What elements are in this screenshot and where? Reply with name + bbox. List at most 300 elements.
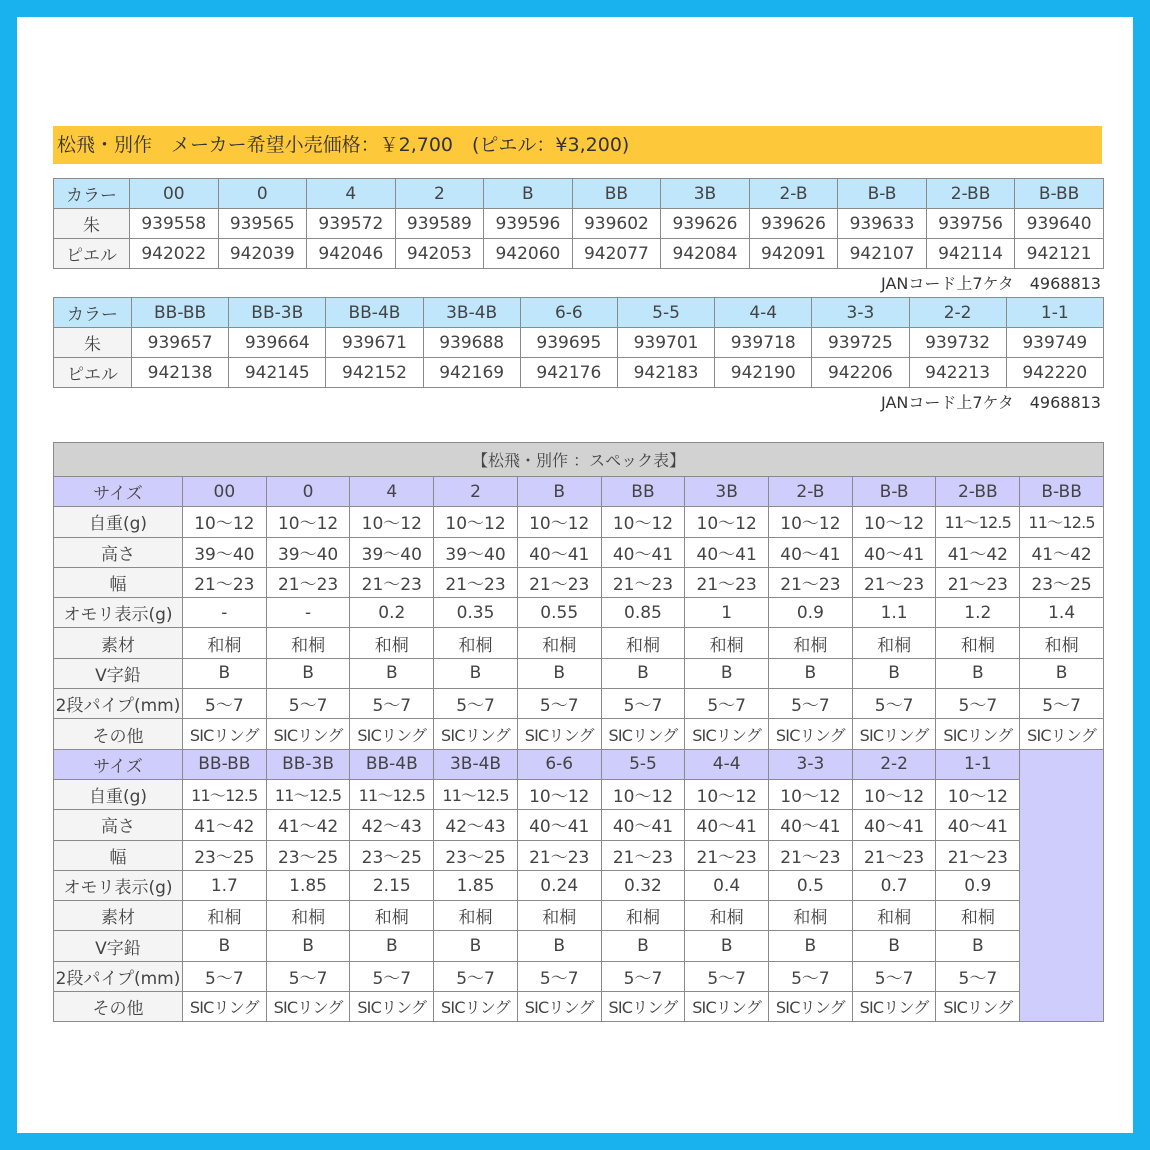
spec-value-cell: 和桐 [852, 628, 936, 658]
table-row [54, 931, 1104, 961]
spec-value-cell: 和桐 [601, 628, 685, 658]
spec-value-cell: 5～7 [852, 961, 936, 991]
jan-code-cell: 939671 [326, 328, 423, 358]
spec-value-cell: 0.35 [434, 598, 518, 628]
spec-value-cell: 10～12 [769, 507, 853, 537]
size-cell: 3-3 [769, 749, 853, 779]
color-code-cell: 0 [218, 179, 307, 209]
spec-value-cell: 0.9 [936, 870, 1020, 900]
jan-code-cell: 939640 [1015, 209, 1104, 239]
jan-code-cell: 939664 [229, 328, 326, 358]
jan-code-note-1: JANコード上7ケタ 4968813 [881, 274, 1101, 293]
spec-caption-row [54, 443, 1104, 477]
spec-row-label: 幅 [54, 840, 183, 870]
jan-code-cell: 942091 [749, 239, 838, 269]
jan-code-cell: 939657 [132, 328, 229, 358]
spec-value-cell: 10～12 [350, 507, 434, 537]
jan-code-cell: 939626 [749, 209, 838, 239]
spec-value-cell: 21～23 [183, 567, 267, 597]
spec-value-cell: B [266, 658, 350, 688]
spec-value-cell: 5～7 [434, 689, 518, 719]
jan-code-cell: 939695 [520, 328, 617, 358]
jan-code-cell: 942114 [926, 239, 1015, 269]
spec-value-cell: 21～23 [769, 840, 853, 870]
spec-value-cell: 41～42 [266, 810, 350, 840]
jan-code-cell: 942152 [326, 358, 423, 388]
spec-row-label: V字鉛 [54, 931, 183, 961]
jan-code-cell: 939626 [661, 209, 750, 239]
spec-value-cell: 23～25 [183, 840, 267, 870]
jan-code-cell: 942077 [572, 239, 661, 269]
table-row [54, 870, 1104, 900]
spec-value-cell: 5～7 [936, 689, 1020, 719]
spec-value-cell: 和桐 [601, 901, 685, 931]
spec-value-cell: 5～7 [601, 961, 685, 991]
spec-value-cell: 和桐 [1020, 628, 1104, 658]
spec-row-label: 高さ [54, 810, 183, 840]
spec-value-cell: 11～12.5 [1020, 507, 1104, 537]
spec-value-cell: 5～7 [936, 961, 1020, 991]
color-code-cell: 1-1 [1006, 298, 1103, 328]
spec-value-cell: 40～41 [601, 537, 685, 567]
spec-value-cell: SICリング [601, 719, 685, 749]
spec-value-cell: 40～41 [936, 810, 1020, 840]
spec-row-label: 素材 [54, 901, 183, 931]
color-code-cell: BB-BB [132, 298, 229, 328]
spec-value-cell: SICリング [685, 992, 769, 1022]
color-header-cell: カラー [54, 298, 132, 328]
spec-value-cell: 21～23 [517, 840, 601, 870]
spec-value-cell: B [685, 658, 769, 688]
spec-row-label: その他 [54, 719, 183, 749]
spec-value-cell: 21～23 [685, 840, 769, 870]
spec-value-cell: B [852, 931, 936, 961]
spec-value-cell: 10～12 [517, 507, 601, 537]
spec-value-cell: B [601, 658, 685, 688]
spec-caption: 【松飛・別作 ：スペック表】 [54, 443, 1104, 477]
color-code-cell: 3B-4B [423, 298, 520, 328]
spec-value-cell: SICリング [601, 992, 685, 1022]
spec-value-cell: 5～7 [266, 961, 350, 991]
spec-value-cell: 39～40 [183, 537, 267, 567]
row-label-cell: 朱 [54, 209, 130, 239]
spec-value-cell: 5～7 [434, 961, 518, 991]
table-header-row [54, 179, 1104, 209]
jan-code-cell: 939725 [812, 328, 909, 358]
spec-value-cell: 40～41 [852, 810, 936, 840]
row-label-cell: ピエル [54, 358, 132, 388]
spec-value-cell: 21～23 [936, 567, 1020, 597]
table-row [54, 358, 1104, 388]
jan-code-cell: 939589 [395, 209, 484, 239]
table-row [54, 507, 1104, 537]
table-row [54, 239, 1104, 269]
price-title-bar: 松飛・別作 メーカー希望小売価格：￥2,700 (ピエル：¥3,200) [53, 126, 1102, 164]
spec-value-cell: 10～12 [266, 507, 350, 537]
spec-value-cell: SICリング [350, 719, 434, 749]
spec-value-cell: B [350, 931, 434, 961]
spec-value-cell: 21～23 [936, 840, 1020, 870]
table-row [54, 658, 1104, 688]
color-code-cell: BB-3B [229, 298, 326, 328]
spec-value-cell: 0.24 [517, 870, 601, 900]
spec-value-cell: 5～7 [769, 689, 853, 719]
spec-value-cell: 和桐 [266, 628, 350, 658]
jan-code-cell: 942107 [838, 239, 927, 269]
spec-value-cell: B [183, 658, 267, 688]
spec-value-cell: 10～12 [601, 507, 685, 537]
spec-value-cell: 41～42 [183, 810, 267, 840]
spec-value-cell: 和桐 [685, 901, 769, 931]
spec-value-cell: 1.2 [936, 598, 1020, 628]
table-row [54, 328, 1104, 358]
spec-value-cell: 1.85 [434, 870, 518, 900]
jan-code-cell: 942121 [1015, 239, 1104, 269]
spec-value-cell: 39～40 [434, 537, 518, 567]
spec-value-cell: 40～41 [685, 537, 769, 567]
spec-value-cell: B [350, 658, 434, 688]
spec-row-label: 幅 [54, 567, 183, 597]
spec-value-cell: B [183, 931, 267, 961]
jan-code-cell: 939701 [617, 328, 714, 358]
spec-value-cell: 5～7 [517, 689, 601, 719]
spec-value-cell: 1.1 [852, 598, 936, 628]
spec-value-cell: 0.5 [769, 870, 853, 900]
jan-code-cell: 942220 [1006, 358, 1103, 388]
table-row [54, 961, 1104, 991]
spec-value-cell: SICリング [517, 719, 601, 749]
spec-value-cell: 11～12.5 [266, 779, 350, 809]
size-cell: B-BB [1020, 477, 1104, 507]
spec-value-cell: B [1020, 658, 1104, 688]
spec-value-cell: 5～7 [350, 689, 434, 719]
spec-row-label: 自重(g) [54, 779, 183, 809]
spec-value-cell: 21～23 [685, 567, 769, 597]
spec-value-cell: SICリング [183, 719, 267, 749]
spec-value-cell: 和桐 [350, 901, 434, 931]
spec-value-cell: 5～7 [183, 689, 267, 719]
spec-value-cell: 和桐 [685, 628, 769, 658]
jan-code-cell: 942206 [812, 358, 909, 388]
jan-code-cell: 942190 [715, 358, 812, 388]
jan-code-cell: 942039 [218, 239, 307, 269]
spec-value-cell: 1 [685, 598, 769, 628]
spec-value-cell: 2.15 [350, 870, 434, 900]
spec-value-cell: SICリング [685, 719, 769, 749]
size-cell: 5-5 [601, 749, 685, 779]
table-row [54, 209, 1104, 239]
color-code-cell: 4 [307, 179, 396, 209]
spec-value-cell: B [434, 931, 518, 961]
spec-value-cell: 10～12 [685, 779, 769, 809]
spec-value-cell: 0.7 [852, 870, 936, 900]
spec-value-cell: 5～7 [769, 961, 853, 991]
size-cell: 1-1 [936, 749, 1020, 779]
spec-value-cell: 40～41 [685, 810, 769, 840]
jan-code-cell: 939756 [926, 209, 1015, 239]
spec-value-cell: 23～25 [350, 840, 434, 870]
size-cell: 6-6 [517, 749, 601, 779]
spec-value-cell: 5～7 [685, 689, 769, 719]
jan-code-table-1 [53, 178, 1104, 269]
jan-code-cell: 942053 [395, 239, 484, 269]
spec-value-cell: 0.9 [769, 598, 853, 628]
spec-value-cell: 5～7 [517, 961, 601, 991]
spec-value-cell: 10～12 [434, 507, 518, 537]
jan-code-note-2: JANコード上7ケタ 4968813 [881, 393, 1101, 412]
spec-value-cell: 40～41 [517, 537, 601, 567]
size-cell: B [517, 477, 601, 507]
empty-filler-cell [1020, 749, 1104, 1022]
size-cell: 4-4 [685, 749, 769, 779]
spec-value-cell: B [769, 658, 853, 688]
jan-code-cell: 942169 [423, 358, 520, 388]
jan-code-cell: 939732 [909, 328, 1006, 358]
size-cell: BB [601, 477, 685, 507]
spec-value-cell: 23～25 [266, 840, 350, 870]
spec-value-cell: SICリング [1020, 719, 1104, 749]
table-row [54, 598, 1104, 628]
spec-value-cell: B [517, 658, 601, 688]
spec-value-cell: 40～41 [517, 810, 601, 840]
spec-value-cell: 10～12 [685, 507, 769, 537]
spec-value-cell: 21～23 [769, 567, 853, 597]
row-label-cell: 朱 [54, 328, 132, 358]
table-row [54, 537, 1104, 567]
size-cell: 4 [350, 477, 434, 507]
size-cell: 2-2 [852, 749, 936, 779]
spec-value-cell: 和桐 [517, 628, 601, 658]
table-row [54, 779, 1104, 809]
jan-code-cell: 942183 [617, 358, 714, 388]
size-cell: B-B [852, 477, 936, 507]
spec-value-cell: 23～25 [1020, 567, 1104, 597]
spec-value-cell: SICリング [183, 992, 267, 1022]
jan-code-cell: 939596 [484, 209, 573, 239]
spec-value-cell: 42～43 [434, 810, 518, 840]
spec-value-cell: 10～12 [517, 779, 601, 809]
spec-value-cell: 1.85 [266, 870, 350, 900]
spec-value-cell: 21～23 [350, 567, 434, 597]
spec-value-cell: B [936, 658, 1020, 688]
jan-code-cell: 939633 [838, 209, 927, 239]
spec-value-cell: 10～12 [936, 779, 1020, 809]
color-code-cell: 2-2 [909, 298, 1006, 328]
table-row [54, 628, 1104, 658]
table-row [54, 840, 1104, 870]
jan-code-cell: 939572 [307, 209, 396, 239]
spec-value-cell: B [517, 931, 601, 961]
spec-value-cell: B [434, 658, 518, 688]
spec-value-cell: 21～23 [601, 567, 685, 597]
size-cell: BB-3B [266, 749, 350, 779]
color-code-cell: B [484, 179, 573, 209]
spec-row-label: 素材 [54, 628, 183, 658]
spec-value-cell: SICリング [266, 719, 350, 749]
spec-value-cell: 和桐 [936, 628, 1020, 658]
spec-value-cell: SICリング [769, 719, 853, 749]
spec-value-cell: 0.2 [350, 598, 434, 628]
spec-value-cell: 和桐 [266, 901, 350, 931]
spec-value-cell: 0.32 [601, 870, 685, 900]
color-code-cell: B-B [838, 179, 927, 209]
spec-value-cell: 5～7 [685, 961, 769, 991]
spec-value-cell: 和桐 [769, 901, 853, 931]
color-code-cell: BB-4B [326, 298, 423, 328]
color-code-cell: 2-B [749, 179, 838, 209]
color-code-cell: 3B [661, 179, 750, 209]
spec-row-label: V字鉛 [54, 658, 183, 688]
spec-row-label: 高さ [54, 537, 183, 567]
size-cell: 3B [685, 477, 769, 507]
size-cell: 0 [266, 477, 350, 507]
jan-code-table-2 [53, 297, 1104, 388]
spec-value-cell: B [266, 931, 350, 961]
spec-value-cell: B [936, 931, 1020, 961]
spec-value-cell: 和桐 [434, 628, 518, 658]
spec-value-cell: 41～42 [1020, 537, 1104, 567]
size-header-row [54, 749, 1104, 779]
table-header-row [54, 298, 1104, 328]
color-code-cell: 2-BB [926, 179, 1015, 209]
color-code-cell: 3-3 [812, 298, 909, 328]
spec-value-cell: SICリング [434, 719, 518, 749]
spec-value-cell: 和桐 [769, 628, 853, 658]
jan-code-cell: 942046 [307, 239, 396, 269]
size-label-cell: サイズ [54, 477, 183, 507]
spec-row-label: 自重(g) [54, 507, 183, 537]
spec-value-cell: SICリング [350, 992, 434, 1022]
color-code-cell: BB [572, 179, 661, 209]
spec-value-cell: 和桐 [936, 901, 1020, 931]
size-cell: 3B-4B [434, 749, 518, 779]
spec-value-cell: 5～7 [266, 689, 350, 719]
spec-value-cell: 40～41 [601, 810, 685, 840]
spec-row-label: オモリ表示(g) [54, 870, 183, 900]
spec-value-cell: SICリング [852, 719, 936, 749]
jan-code-cell: 942084 [661, 239, 750, 269]
spec-value-cell: 39～40 [350, 537, 434, 567]
size-cell: 2 [434, 477, 518, 507]
spec-value-cell: 5～7 [183, 961, 267, 991]
spec-value-cell: - [183, 598, 267, 628]
jan-code-cell: 939602 [572, 209, 661, 239]
size-cell: 00 [183, 477, 267, 507]
spec-value-cell: 39～40 [266, 537, 350, 567]
spec-value-cell: 5～7 [1020, 689, 1104, 719]
spec-value-cell: 10～12 [852, 779, 936, 809]
spec-value-cell: 40～41 [852, 537, 936, 567]
spec-value-cell: SICリング [936, 992, 1020, 1022]
spec-row-label: 2段パイプ(mm) [54, 961, 183, 991]
color-header-cell: カラー [54, 179, 130, 209]
spec-value-cell: 和桐 [183, 628, 267, 658]
jan-code-cell: 939565 [218, 209, 307, 239]
table-row [54, 567, 1104, 597]
spec-value-cell: 10～12 [769, 779, 853, 809]
spec-value-cell: SICリング [266, 992, 350, 1022]
spec-value-cell: 1.7 [183, 870, 267, 900]
spec-row-label: 2段パイプ(mm) [54, 689, 183, 719]
spec-value-cell: 11～12.5 [350, 779, 434, 809]
color-code-cell: 2 [395, 179, 484, 209]
spec-value-cell: 1.4 [1020, 598, 1104, 628]
color-code-cell: 00 [130, 179, 219, 209]
jan-code-cell: 942145 [229, 358, 326, 388]
spec-value-cell: 21～23 [266, 567, 350, 597]
jan-code-cell: 942022 [130, 239, 219, 269]
jan-code-cell: 942060 [484, 239, 573, 269]
table-row [54, 719, 1104, 749]
spec-value-cell: B [685, 931, 769, 961]
spec-value-cell: 23～25 [434, 840, 518, 870]
spec-value-cell: 0.85 [601, 598, 685, 628]
spec-value-cell: 10～12 [183, 507, 267, 537]
color-code-cell: 4-4 [715, 298, 812, 328]
spec-value-cell: 10～12 [852, 507, 936, 537]
spec-value-cell: B [769, 931, 853, 961]
spec-value-cell: B [852, 658, 936, 688]
spec-value-cell: 21～23 [601, 840, 685, 870]
spec-value-cell: 和桐 [350, 628, 434, 658]
spec-value-cell: SICリング [769, 992, 853, 1022]
size-cell: 2-B [769, 477, 853, 507]
jan-code-cell: 939718 [715, 328, 812, 358]
spec-row-label: その他 [54, 992, 183, 1022]
jan-code-cell: 942176 [520, 358, 617, 388]
table-row [54, 689, 1104, 719]
spec-value-cell: 和桐 [852, 901, 936, 931]
spec-value-cell: 和桐 [183, 901, 267, 931]
spec-value-cell: 0.4 [685, 870, 769, 900]
spec-value-cell: 和桐 [517, 901, 601, 931]
jan-code-cell: 939688 [423, 328, 520, 358]
spec-value-cell: 10～12 [601, 779, 685, 809]
spec-value-cell: SICリング [517, 992, 601, 1022]
spec-value-cell: B [601, 931, 685, 961]
spec-value-cell: 11～12.5 [434, 779, 518, 809]
spec-value-cell: 5～7 [350, 961, 434, 991]
spec-table [53, 442, 1104, 1022]
spec-value-cell: 11～12.5 [936, 507, 1020, 537]
spec-value-cell: 21～23 [852, 840, 936, 870]
spec-value-cell: SICリング [852, 992, 936, 1022]
table-row [54, 901, 1104, 931]
spec-value-cell: 5～7 [601, 689, 685, 719]
jan-code-cell: 942213 [909, 358, 1006, 388]
size-cell: BB-4B [350, 749, 434, 779]
table-row [54, 992, 1104, 1022]
jan-code-cell: 939749 [1006, 328, 1103, 358]
size-header-row [54, 477, 1104, 507]
color-code-cell: 6-6 [520, 298, 617, 328]
spec-value-cell: 40～41 [769, 537, 853, 567]
spec-value-cell: SICリング [434, 992, 518, 1022]
table-row [54, 810, 1104, 840]
spec-row-label: オモリ表示(g) [54, 598, 183, 628]
jan-code-cell: 939558 [130, 209, 219, 239]
size-label-cell: サイズ [54, 749, 183, 779]
spec-value-cell: 21～23 [852, 567, 936, 597]
spec-value-cell: 5～7 [852, 689, 936, 719]
spec-value-cell: 和桐 [434, 901, 518, 931]
spec-value-cell: SICリング [936, 719, 1020, 749]
size-cell: BB-BB [183, 749, 267, 779]
color-code-cell: 5-5 [617, 298, 714, 328]
spec-value-cell: - [266, 598, 350, 628]
spec-value-cell: 11～12.5 [183, 779, 267, 809]
spec-value-cell: 40～41 [769, 810, 853, 840]
